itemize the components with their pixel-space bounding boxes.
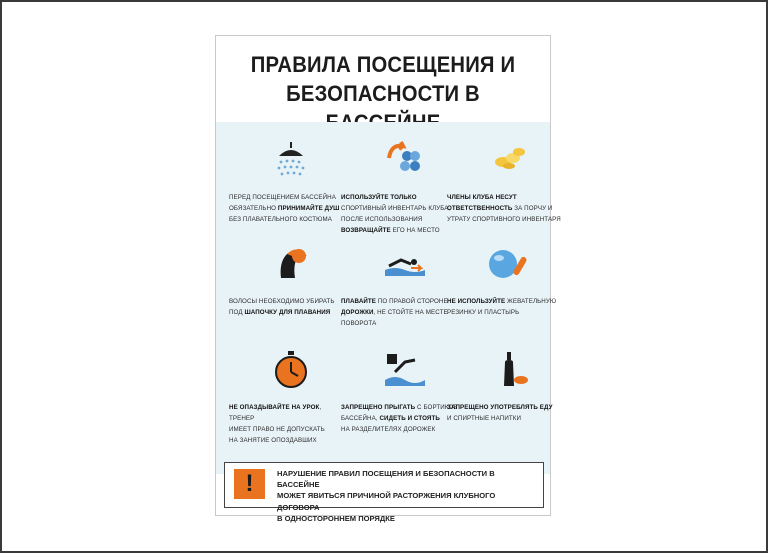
rule-text (447, 402, 565, 424)
rule-line: БЕЗ ПЛАВАТЕЛЬНОГО КОСТЮМА (229, 216, 332, 223)
warning-line: НАРУШЕНИЕ ПРАВИЛ ПОСЕЩЕНИЯ И БЕЗОПАСНОСТИ В БАССЕЙНЕ (277, 469, 495, 490)
rule-line: ВОЛОСЫ НЕОБХОДИМО УБИРАТЬ (229, 298, 335, 305)
rule-line: И СПИРТНЫЕ НАПИТКИ (447, 415, 522, 422)
rule-line-bold: ПЛАВАЙТЕ (341, 298, 377, 305)
rule-line: ЖЕВАТЕЛЬНУЮ (505, 298, 557, 305)
sports-equipment-icon (381, 140, 425, 180)
title-line-1: ПРАВИЛА ПОСЕЩЕНИЯ И (250, 52, 516, 77)
rule-text (447, 192, 565, 225)
warning-line: В ОДНОСТОРОННЕМ ПОРЯДКЕ (277, 513, 395, 523)
rule-line: РЕЗИНКУ И ПЛАСТЫРЬ (447, 309, 520, 316)
rule-line-bold: ЧЛЕНЫ КЛУБА НЕСУТ (447, 194, 517, 201)
rule-line: ПО ПРАВОЙ СТОРОНЕ (376, 298, 448, 305)
shower-icon (269, 140, 313, 180)
rule-text (229, 402, 347, 446)
warning-text (277, 468, 539, 524)
rule-line: ЕГО НА МЕСТО (390, 227, 440, 234)
swimmer-icon (381, 244, 425, 284)
rule-line-bold: ШАПОЧКУ ДЛЯ ПЛАВАНИЯ (244, 309, 331, 316)
rule-line: УТРАТУ СПОРТИВНОГО ИНВЕНТАРЯ (447, 216, 561, 223)
rule-line-bold: СИДЕТЬ И СТОЯТЬ (379, 415, 440, 422)
rule-line: ПОВОРОТА (341, 320, 377, 327)
rule-line: , ТРЕНЕР (229, 404, 322, 422)
rule-text (341, 296, 459, 329)
rule-text (229, 192, 347, 225)
rule-line-bold: ДОРОЖКИ (341, 309, 374, 316)
rule-line: ЗА ПОРЧУ И (512, 205, 553, 212)
pool-rules-poster (215, 35, 561, 523)
rule-line-bold: ЗАПРЕЩЕНО УПОТРЕБЛЯТЬ ЕДУ (447, 404, 553, 411)
warning-exclamation-icon: ! (234, 469, 265, 499)
warning-line: МОЖЕТ ЯВИТЬСЯ ПРИЧИНОЙ РАСТОРЖЕНИЯ КЛУБНОГО ДОГОВОРА (277, 491, 496, 512)
warning-notice (224, 462, 544, 523)
rule-line: ПЕРЕД ПОСЕЩЕНИЕМ БАССЕЙНА (229, 194, 336, 201)
rule-line: ПОД (229, 309, 245, 316)
no-food-drink-icon (487, 350, 531, 390)
rule-line-bold: ИСПОЛЬЗУЙТЕ ТОЛЬКО (341, 194, 417, 201)
valuables-icon (487, 140, 531, 180)
rule-line: ОБЯЗАТЕЛЬНО (229, 205, 278, 212)
rule-line-bold: ЗАПРЕЩЕНО ПРЫГАТЬ (341, 404, 416, 411)
rule-line: ПОСЛЕ ИСПОЛЬЗОВАНИЯ (341, 216, 423, 223)
rule-text (447, 296, 565, 318)
rule-line: С БОРТИКОВ (415, 404, 458, 411)
rule-line-bold: ОТВЕТСТВЕННОСТЬ (447, 205, 513, 212)
rule-line: СПОРТИВНЫЙ ИНВЕНТАРЬ КЛУБА, (341, 205, 451, 212)
rule-line-bold: НЕ ИСПОЛЬЗУЙТЕ (447, 298, 506, 305)
rule-text (341, 402, 459, 435)
rules-grid (216, 122, 561, 474)
rule-text (229, 296, 347, 318)
rule-line: , НЕ СТОЙТЕ НА МЕСТЕ (373, 309, 448, 316)
swim-cap-icon (269, 244, 313, 284)
rule-line-bold: НЕ ОПАЗДЫВАЙТЕ НА УРОК (229, 404, 320, 411)
no-gum-icon (487, 244, 531, 284)
rule-line-bold: ПРИНИМАЙТЕ ДУШ (277, 205, 340, 212)
diving-icon (381, 350, 425, 390)
rule-line: НА ЗАНЯТИЕ ОПОЗДАВШИХ (229, 437, 317, 444)
rule-line: НА РАЗДЕЛИТЕЛЯХ ДОРОЖЕК (341, 426, 436, 433)
rule-line-bold: ВОЗВРАЩАЙТЕ (341, 227, 391, 234)
rule-text (341, 192, 459, 236)
rule-line: БАССЕЙНА, (341, 415, 380, 422)
title-line-2: БЕЗОПАСНОСТИ В (286, 81, 480, 106)
stopwatch-icon (269, 350, 313, 390)
rule-line: ИМЕЕТ ПРАВО НЕ ДОПУСКАТЬ (229, 426, 325, 433)
